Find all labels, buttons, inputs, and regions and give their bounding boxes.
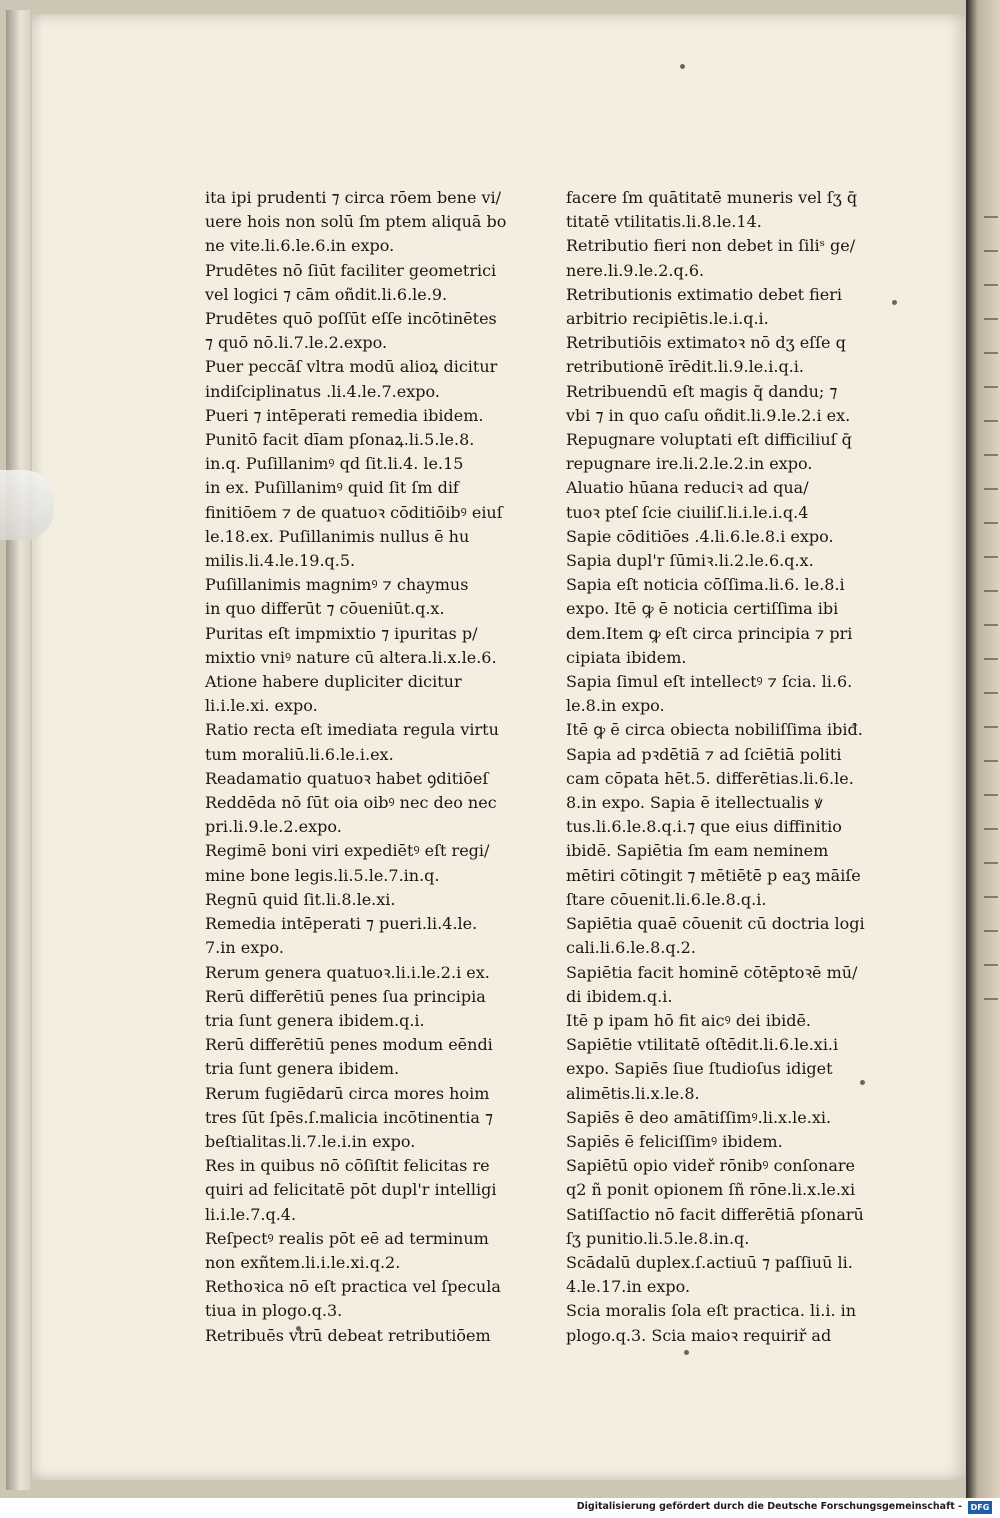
text-line: uere hois non solū ſm ptem aliquā bo <box>205 212 507 232</box>
text-line: tum moraliū.li.6.le.i.ex. <box>205 744 394 764</box>
text-line: Sapiētia facit hominē cōtēptoꝛē mū/ <box>566 962 858 982</box>
text-line: ſʒ punitio.li.5.le.8.in.q. <box>566 1228 750 1248</box>
text-line: vbi ⁊ in quo caſu oñdit.li.9.le.2.i ex. <box>566 405 851 425</box>
text-line: tiua in plogo.q.3. <box>205 1301 343 1321</box>
text-line: Repugnare voluptati eſt difficiliuſ q̄ <box>566 430 852 450</box>
text-line: finitiōem ⁊ de quatuoꝛ cōditiōibꝰ eiuſ <box>205 502 503 522</box>
text-line: expo. Itē ꝙ ē noticia certiſſima ibi <box>566 599 839 619</box>
text-line: Sapia dupl'r ſūmiꝛ.li.2.le.6.q.x. <box>566 551 814 571</box>
text-line: tria ſunt genera ibidem. <box>205 1059 400 1079</box>
text-line: ⁊ quō nō.li.7.le.2.expo. <box>205 333 388 353</box>
text-line: beſtialitas.li.7.le.i.in expo. <box>205 1131 416 1151</box>
text-line: Rerum genera quatuoꝛ.li.i.le.2.i ex. <box>205 962 490 982</box>
footer-credit: Digitalisierung gefördert durch die Deutsche Forschungsgemeinschaft - <box>576 1501 962 1512</box>
text-line: Reddēda nō ſūt oia oibꝰ nec deo nec <box>205 793 497 813</box>
paper-speck <box>684 1350 689 1355</box>
right-text-column <box>566 186 866 1348</box>
text-line: le.8.in expo. <box>566 696 665 716</box>
paper-speck <box>892 300 897 305</box>
text-line: 4.le.17.in expo. <box>566 1277 691 1297</box>
text-line: Puſillanimis magnimꝰ ⁊ chaymus <box>205 575 469 595</box>
text-line: pri.li.9.le.2.expo. <box>205 817 342 837</box>
text-line: li.i.le.xi. expo. <box>205 696 318 716</box>
text-line: nere.li.9.le.2.q.6. <box>566 260 705 280</box>
page-clip <box>0 470 54 540</box>
text-line: Scia moralis ſola eſt practica. li.i. in <box>566 1301 857 1321</box>
text-line: Itē ꝙ ē circa obiecta nobiliſſima ibiđ. <box>566 720 863 740</box>
text-line: repugnare ire.li.2.le.2.in expo. <box>566 454 813 474</box>
text-line: ita ipi prudenti ⁊ circa rōem bene vi/ <box>205 188 502 207</box>
text-line: vel logici ⁊ cām oñdit.li.6.le.9. <box>205 284 448 304</box>
text-line: Rerū differētiū penes modum eēndi <box>205 1035 493 1055</box>
previous-leaf-edge <box>6 10 30 1490</box>
text-line: 8.in expo. Sapia ē itellectualis ꝟ <box>566 793 823 813</box>
text-line: Res in quibus nō cōſiſtit felicitas re <box>205 1156 490 1176</box>
text-line: in quo differūt ⁊ cōueniūt.q.x. <box>205 599 445 619</box>
text-line: Satiſſactio nō facit differētiā pſonarū <box>566 1204 864 1224</box>
text-line: Puer peccāſ vltra modū alioꝝ dicitur <box>205 357 498 377</box>
text-line: Sapiētū opio videř rōnibꝰ conſonare <box>566 1156 856 1176</box>
text-line: Retribuēs vtrū debeat retributiōem <box>205 1325 491 1345</box>
text-line: Sapia ſimul eſt intellectꝰ ⁊ ſcia. li.6. <box>566 672 853 692</box>
text-line: mine bone legis.li.5.le.7.in.q. <box>205 865 440 885</box>
text-line: Reſpectꝰ realis pōt eē ad terminum <box>205 1228 489 1248</box>
text-line: ibidē. Sapiētia ſm eam neminem <box>566 841 829 861</box>
text-line: Retributionis extimatio debet fieri <box>566 284 843 304</box>
text-line: Sapiētia quaē cōuenit cū doctria logi <box>566 914 865 934</box>
text-line: Regimē boni viri expediētꝰ eſt regi/ <box>205 841 490 861</box>
text-line: 7.in expo. <box>205 938 284 958</box>
text-line: mētiri cōtingit ⁊ mētiētē p eaʒ māiſe <box>566 865 861 885</box>
text-line: titatē vtilitatis.li.8.le.14. <box>566 212 762 232</box>
text-line: tria ſunt genera ibidem.q.i. <box>205 1010 425 1030</box>
text-line: cam cōpata hēt.5. differētias.li.6.le. <box>566 768 854 788</box>
text-line: mixtio vniꝰ nature cū altera.li.x.le.6. <box>205 647 497 667</box>
text-line: Retributiōis extimatoꝛ nō dʒ eſſe q <box>566 333 846 353</box>
text-line: Sapiētie vtilitatē oſtēdit.li.6.le.xi.i <box>566 1035 839 1055</box>
text-line: in ex. Puſillanimꝰ quid ſit ſm dif <box>205 478 459 498</box>
text-line: indiſciplinatus .li.4.le.7.expo. <box>205 381 440 401</box>
dfg-logo: DFG <box>968 1501 992 1514</box>
text-line: alimētis.li.x.le.8. <box>566 1083 700 1103</box>
text-line: facere ſm quātitatē muneris vel ſʒ q̄ <box>566 188 858 207</box>
text-line: Scādalū duplex.ſ.actiuū ⁊ paſſiuū li. <box>566 1252 853 1272</box>
text-line: arbitrio recipiētis.le.i.q.i. <box>566 309 769 329</box>
text-line: Rerum fugiēdarū circa mores hoim <box>205 1083 490 1103</box>
text-line: Sapia ad pꝛdētiā ⁊ ad ſciētiā politi <box>566 744 842 764</box>
text-line: tres ſūt ſpēs.ſ.malicia incōtinentia ⁊ <box>205 1107 493 1127</box>
text-line: Aluatio hūana reduciꝛ ad qua/ <box>566 478 809 498</box>
text-line: Retribuendū eſt magis q̄ dandu; ⁊ <box>566 381 838 401</box>
text-line: tus.li.6.le.8.q.i.⁊ que eius diffinitio <box>566 817 842 837</box>
text-line: Itē p ipam hō fit aicꝰ dei ibidē. <box>566 1010 812 1030</box>
text-line: quiri ad felicitatē pōt dupl'r intelligi <box>205 1180 497 1200</box>
text-line: Rethoꝛica nō eſt practica vel ſpecula <box>205 1277 501 1297</box>
text-line: ne vite.li.6.le.6.in expo. <box>205 236 395 256</box>
text-line: ſtare cōuenit.li.6.le.8.q.i. <box>566 889 767 909</box>
text-line: Sapiēs ē deo amātiſſimꝰ.li.x.le.xi. <box>566 1107 832 1127</box>
text-line: Sapiēs ē feliciſſimꝰ ibidem. <box>566 1131 783 1151</box>
text-line: q2 ñ ponit opionem ſñ rōne.li.x.le.xi <box>566 1180 856 1200</box>
text-line: Sapia eſt noticia cōſſima.li.6. le.8.i <box>566 575 845 595</box>
text-line: le.18.ex. Puſillanimis nullus ē hu <box>205 526 470 546</box>
text-line: non exñtem.li.i.le.xi.q.2. <box>205 1252 401 1272</box>
text-line: dem.Item ꝙ eſt circa principia ⁊ pri <box>566 623 853 643</box>
text-line: Prudētes nō ſiūt faciliter geometrici <box>205 260 497 280</box>
text-line: Punitō facit dīam pſonaꝝ.li.5.le.8. <box>205 430 475 450</box>
text-line: cali.li.6.le.8.q.2. <box>566 938 696 958</box>
next-leaf-text-traces <box>984 190 1000 1006</box>
left-text-column <box>205 186 505 1348</box>
text-line: expo. Sapiēs ſiue ſtudioſus idiget <box>566 1059 833 1079</box>
text-line: Prudētes quō poſſūt eſſe incōtinētes <box>205 309 497 329</box>
text-line: Regnū quid ſit.li.8.le.xi. <box>205 889 396 909</box>
text-line: milis.li.4.le.19.q.5. <box>205 551 356 571</box>
text-line: tuoꝛ pteſ ſcie ciuiliſ.li.i.le.i.q.4 <box>566 502 809 522</box>
text-line: li.i.le.7.q.4. <box>205 1204 297 1224</box>
text-line: Sapie cōditiōes .4.li.6.le.8.i expo. <box>566 526 834 546</box>
text-line: Pueri ⁊ intēperati remedia ibidem. <box>205 405 484 425</box>
text-line: Remedia intēperati ⁊ pueri.li.4.le. <box>205 914 478 934</box>
text-line: Atione habere dupliciter dicitur <box>205 672 462 692</box>
text-line: plogo.q.3. Scia maioꝛ requiriř ad <box>566 1325 832 1345</box>
paper-speck <box>680 64 685 69</box>
text-line: di ibidem.q.i. <box>566 986 673 1006</box>
text-line: Ratio recta eſt imediata regula virtu <box>205 720 499 740</box>
text-line: Readamatio quatuoꝛ habet ꝯditiōeſ <box>205 768 489 788</box>
text-line: in.q. Puſillanimꝰ qd ſit.li.4. le.15 <box>205 454 464 474</box>
text-line: Rerū differētiū penes ſua principia <box>205 986 486 1006</box>
text-line: cipiata ibidem. <box>566 647 687 667</box>
text-line: Retributio fieri non debet in ſiliˢ ge/ <box>566 236 856 256</box>
text-line: Puritas eſt impmixtio ⁊ ipuritas p/ <box>205 623 478 643</box>
text-line: retributionē īrēdit.li.9.le.i.q.i. <box>566 357 804 377</box>
